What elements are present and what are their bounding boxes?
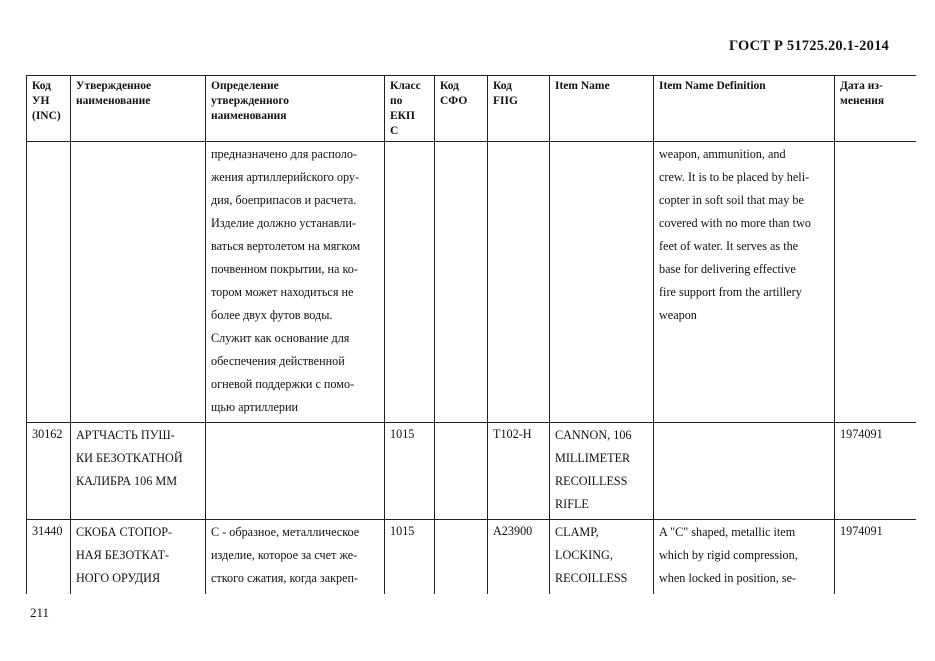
header-line: наименование <box>76 95 151 107</box>
cell-text-line: covered with no more than two <box>659 216 811 230</box>
cell-text-line: сткого сжатия, когда закреп- <box>211 571 359 585</box>
header-line: УН <box>32 95 50 107</box>
cell-text-line: base for delivering effective <box>659 262 796 276</box>
cell-fiig <box>488 142 550 423</box>
cell-item-definition <box>654 520 835 595</box>
cell-text-line: обеспечения действенной <box>211 354 345 368</box>
cell-sfo <box>435 520 488 595</box>
header-line: FIIG <box>493 95 518 107</box>
header-line: Item Name <box>555 80 610 92</box>
header-line: С <box>390 125 399 137</box>
header-line: Дата из- <box>840 80 883 92</box>
cell-text-line: предназначено для располо- <box>211 147 357 161</box>
cell-text-line: copter in soft soil that may be <box>659 193 804 207</box>
cell-definition <box>206 520 385 595</box>
header-line: менения <box>840 95 885 107</box>
col-header-fiig <box>488 76 550 142</box>
col-header-sfo <box>435 76 488 142</box>
cell-inc: 31440 <box>27 520 71 595</box>
col-header-definition <box>206 76 385 142</box>
header-line: (INC) <box>32 110 61 122</box>
cell-text-line: НАЯ БЕЗОТКАТ- <box>76 548 170 562</box>
cell-text-line: CLAMP, <box>555 525 599 539</box>
classification-table <box>26 75 916 594</box>
cell-text-line: почвенном покрытии, на ко- <box>211 262 358 276</box>
cell-item-definition <box>654 423 835 520</box>
classification-table-frame <box>26 75 916 594</box>
cell-sfo <box>435 423 488 520</box>
cell-text-line: дия, боеприпасов и расчета. <box>211 193 357 207</box>
cell-text-line: СКОБА СТОПОР- <box>76 525 173 539</box>
cell-text-line: MILLIMETER <box>555 451 631 465</box>
cell-text-line: when locked in position, se- <box>659 571 797 585</box>
cell-approved-name <box>71 520 206 595</box>
cell-text-line: огневой поддержки с помо- <box>211 377 355 391</box>
cell-text-line: feet of water. It serves as the <box>659 239 799 253</box>
header-line: Код <box>32 80 52 92</box>
cell-text-line: щью артиллерии <box>211 400 298 414</box>
cell-text-line: С - образное, металлическое <box>211 525 360 539</box>
cell-text-line: which by rigid compression, <box>659 548 798 562</box>
col-header-class <box>385 76 435 142</box>
cell-text-line: ваться вертолетом на мягком <box>211 239 361 253</box>
page-number: 211 <box>30 605 50 620</box>
cell-date: 1974091 <box>835 423 917 520</box>
header-line: утвержденного <box>211 95 290 107</box>
cell-item-definition <box>654 142 835 423</box>
col-header-item-definition <box>654 76 835 142</box>
cell-class <box>385 142 435 423</box>
cell-inc <box>27 142 71 423</box>
cell-item-name <box>550 520 654 595</box>
header-line: Код <box>440 80 460 92</box>
table-row <box>27 520 917 595</box>
cell-definition <box>206 423 385 520</box>
cell-text-line: weapon <box>659 308 697 322</box>
cell-text-line: изделие, которое за счет же- <box>211 548 358 562</box>
col-header-date <box>835 76 917 142</box>
col-header-item-name <box>550 76 654 142</box>
cell-text-line: CANNON, 106 <box>555 428 632 442</box>
cell-fiig: A23900 <box>488 520 550 595</box>
cell-text-line: LOCKING, <box>555 548 613 562</box>
cell-text-line: Изделие должно устанавли- <box>211 216 356 230</box>
cell-text-line: A "C" shaped, metallic item <box>659 525 796 539</box>
table-row <box>27 142 917 423</box>
cell-text-line: более двух футов воды. <box>211 308 333 322</box>
cell-text-line: RECOILLESS <box>555 571 628 585</box>
table-row <box>27 423 917 520</box>
cell-text-line: НОГО ОРУДИЯ <box>76 571 161 585</box>
header-line: Код <box>493 80 513 92</box>
header-line: Класс <box>390 80 421 92</box>
cell-fiig: T102-H <box>488 423 550 520</box>
table-header-row <box>27 76 917 142</box>
cell-text-line: жения артиллерийского ору- <box>211 170 360 184</box>
header-line: Определение <box>211 80 279 92</box>
col-header-approved-name <box>71 76 206 142</box>
cell-text-line: weapon, ammunition, and <box>659 147 786 161</box>
header-line: СФО <box>440 95 468 107</box>
cell-sfo <box>435 142 488 423</box>
header-line: Item Name Definition <box>659 80 766 92</box>
cell-class: 1015 <box>385 520 435 595</box>
cell-date <box>835 142 917 423</box>
cell-date: 1974091 <box>835 520 917 595</box>
cell-approved-name <box>71 423 206 520</box>
cell-text-line: Служит как основание для <box>211 331 350 345</box>
cell-item-name <box>550 423 654 520</box>
cell-text-line: RECOILLESS <box>555 474 628 488</box>
header-line: по <box>390 95 403 107</box>
cell-definition <box>206 142 385 423</box>
cell-text-line: АРТЧАСТЬ ПУШ- <box>76 428 175 442</box>
col-header-inc <box>27 76 71 142</box>
cell-text-line: RIFLE <box>555 497 589 511</box>
header-line: Утвержденное <box>76 80 152 92</box>
cell-item-name <box>550 142 654 423</box>
cell-inc: 30162 <box>27 423 71 520</box>
cell-text-line: тором может находиться не <box>211 285 354 299</box>
cell-text-line: crew. It is to be placed by heli- <box>659 170 810 184</box>
cell-text-line: КАЛИБРА 106 ММ <box>76 474 178 488</box>
cell-class: 1015 <box>385 423 435 520</box>
cell-text-line: fire support from the artillery <box>659 285 802 299</box>
cell-approved-name <box>71 142 206 423</box>
header-line: ЕКП <box>390 110 415 122</box>
document-code: ГОСТ Р 51725.20.1-2014 <box>728 38 889 54</box>
cell-text-line: КИ БЕЗОТКАТНОЙ <box>76 451 183 465</box>
header-line: наименования <box>211 110 287 122</box>
